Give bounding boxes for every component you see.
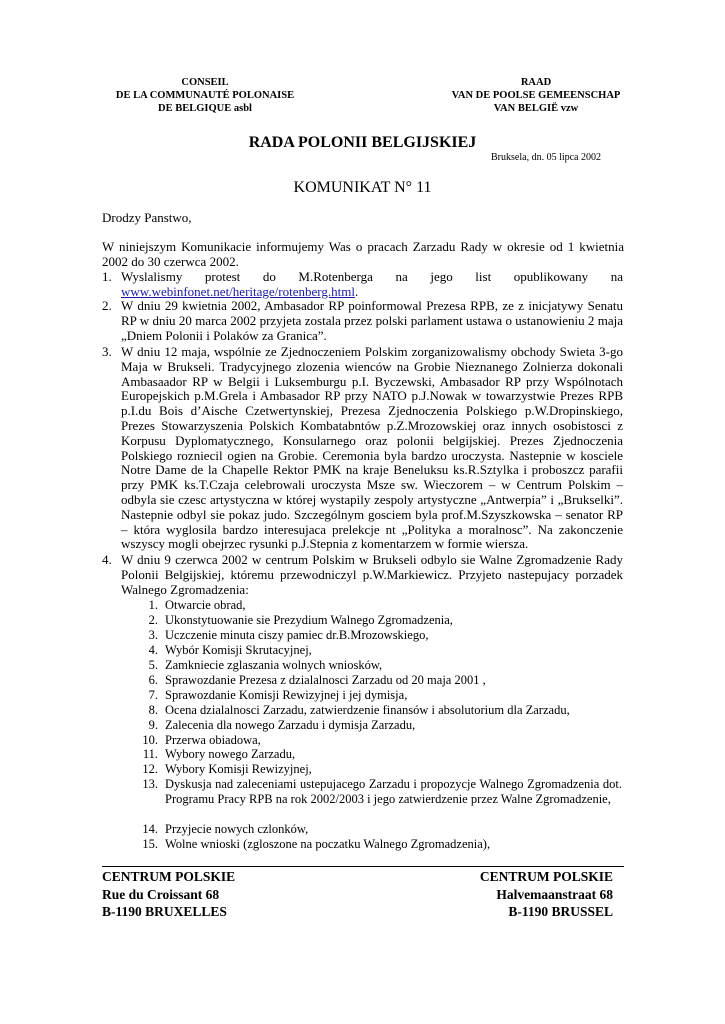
agenda-item-number: 8. (148, 703, 158, 717)
footer-right-line: CENTRUM POLSKIE (479, 869, 613, 884)
komunikat-heading: KOMUNIKAT N° 11 (293, 179, 432, 196)
footer-address-nl (480, 868, 613, 921)
footer-divider (102, 866, 624, 867)
header-right-line: VAN DE POOLSE GEMEENSCHAP (451, 90, 621, 101)
agenda-item-text: Zalecenia dla nowego Zarzadu i dymisja Zarzadu, (165, 718, 416, 732)
list-item-text (121, 270, 623, 300)
list-item-text: W dniu 9 czerwca 2002 w centrum Polskim w Brukseli odbylo sie Walne Zgromadzenie Rady Polonii Belgijskiej, któremu przewodniczyl p.W.Markiewicz. Przyjeto nastepujacy porzadek Walnego Zgromadzenia: (121, 552, 623, 597)
agenda-item-number: 1. (148, 598, 158, 612)
header-right-line: VAN BELGIË vzw (493, 103, 579, 114)
agenda-item-number: 3. (148, 628, 158, 642)
agenda-item-text: Przerwa obiadowa, (165, 733, 261, 747)
header-left-line: DE BELGIQUE asbl (158, 103, 252, 114)
agenda-item-number: 6. (148, 673, 158, 687)
agenda-item-number: 9. (148, 718, 158, 732)
list-item-text: W dniu 29 kwietnia 2002, Ambasador RP poinformowal Prezesa RPB, ze z inicjatywy Senatu RP w dniu 20 marca 2002 przyjeta zostala przez polski parlament ustawa o ustanowieniu 2 maja „Dniem Polonii i Polaków za Granica”. (121, 298, 623, 343)
header-left-line: DE LA COMMUNAUTÉ POLONAISE (115, 90, 295, 101)
header-left-fr (70, 76, 340, 115)
agenda-item-text: Wybór Komisji Skrutacyjnej, (165, 643, 312, 657)
agenda-item-text: Otwarcie obrad, (165, 598, 246, 612)
agenda-item-text: Przyjecie nowych czlonków, (165, 822, 309, 836)
intro-paragraph: W niniejszym Komunikacie informujemy Was o pracach Zarzadu Rady w okresie od 1 kwietnia 2002 do 30 czerwca 2002. (102, 239, 624, 269)
rotenberg-link[interactable]: www.webinfonet.net/heritage/rotenberg.html (121, 283, 355, 299)
list-item-number: 2. (102, 298, 112, 313)
footer-right-line: B-1190 BRUSSEL (508, 904, 613, 919)
greeting: Drodzy Panstwo, (102, 210, 192, 225)
agenda-item-number: 4. (148, 643, 158, 657)
header-right-line: RAAD (520, 77, 552, 88)
agenda-item-number: 13. (142, 777, 158, 791)
agenda-item-text: Sprawozdanie Komisji Rewizyjnej i jej dymisja, (165, 688, 408, 702)
agenda-item-number: 12. (142, 762, 158, 776)
document-title: RADA POLONII BELGIJSKIEJ (248, 134, 477, 151)
agenda-item-text: Wybory nowego Zarzadu, (165, 747, 296, 761)
footer-right-line: Halvemaanstraat 68 (496, 886, 613, 902)
footer-left-line: CENTRUM POLSKIE (102, 869, 236, 884)
document-date: Bruksela, dn. 05 lipca 2002 (491, 152, 601, 163)
agenda-item-number: 15. (142, 837, 158, 851)
agenda-item-text: Zamkniecie zglaszania wolnych wniosków, (165, 658, 383, 672)
agenda-item-number: 14. (142, 822, 158, 836)
list-item-number: 1. (102, 269, 112, 284)
list-item-text: W dniu 12 maja, wspólnie ze Zjednoczeniem Polskim zorganizowalismy obchody Swieta 3-go Maja w Brukseli. Tradycyjnego zlozenia wienców na Grobie Nieznanego Zolnierza dokonali Ambasaador RP w Belgii i Luksemburgu p.I. Byczewski, Ambasador RP przy Wspólnotach Europejskich p.M.Grela i Ambasador RP przy NATO p.J.Nowak w towarzystwie Prezes RPB p.I.du Bois d’Aische Czetwertynskiej, Prezesa Zjednoczenia Polskiego p.W.Dropinskiego, Prezes Stowarzyszenia Polskich Kombatabntów p.Z.Mrozowskiej oraz innych osobistosci z Korpusu Dyplomatycznego, Konsularnego oraz polonii belgijskiej. Prezes Zjednoczenia Polskiego rozniecil ogien na Grobie. Ceremonia byla bardzo uroczysta. Nastepnie w kosciele Notre Dame de la Chapelle Rektor PMK na kraje Beneluksu ks.R.Sztylka i proboszcz parafii przy PMK ks.T.Czaja celebrowali uroczysta Msze sw. Wieczorem – w Centrum Polskim – odbyla sie czesc artystyczna w której wystapily zespoly artystyczne „Antwerpia” i „Brukselki”. Nastepnie odbyl sie pokaz judo. Szczególnym gosciem byla prof.M.Szyszkowska – senator RP – która wyglosila bardzo interesujaca prelekcje nt „Polityka a moralnosc”. Na zakonczenie wszyscy mogli obejrzec rysunki p.J.Stepnia z komentarzem w formie wiersza. (121, 344, 623, 552)
footer-left-line: B-1190 BRUXELLES (102, 904, 227, 919)
agenda-item-text: Ukonstytuowanie sie Prezydium Walnego Zgromadzenia, (165, 613, 453, 627)
agenda-item-text: Ocena dzialalnosci Zarzadu, zatwierdzenie finansów i absolutorium dla Zarzadu, (165, 703, 570, 717)
agenda-item-number: 7. (148, 688, 158, 702)
footer-left-line: Rue du Croissant 68 (102, 886, 220, 902)
footer-address-fr (102, 868, 235, 921)
agenda-item-text: Uczczenie minuta ciszy pamiec dr.B.Mrozowskiego, (165, 628, 429, 642)
list-item-text-after: . (354, 283, 359, 299)
agenda-item-number: 11. (142, 747, 158, 761)
agenda-item-text: Wybory Komisji Rewizyjnej, (165, 762, 312, 776)
agenda-item-number: 2. (148, 613, 158, 627)
agenda-item-number: 10. (142, 733, 158, 747)
agenda-item-text: Dyskusja nad zaleceniami ustepujacego Zarzadu i propozycje Walnego Zgromadzenia dot. Programu Pracy RPB na rok 2002/2003 i jego zatwierdzenie przez Walne Zgromadzenie, (165, 777, 622, 806)
agenda-item-number: 5. (148, 658, 158, 672)
list-item-number: 3. (102, 344, 112, 359)
agenda-item-text: Wolne wnioski (zgloszone na poczatku Walnego Zgromadzenia), (165, 837, 491, 851)
header-right-nl (410, 76, 662, 115)
agenda-item-text: Sprawozdanie Prezesa z dzialalnosci Zarzadu od 20 maja 2001 , (165, 673, 486, 687)
list-item-text-before: Wyslalismy protest do M.Rotenberga na jego list opublikowany na (121, 269, 623, 284)
list-item-number: 4. (102, 552, 112, 567)
header-left-line: CONSEIL (181, 77, 229, 88)
